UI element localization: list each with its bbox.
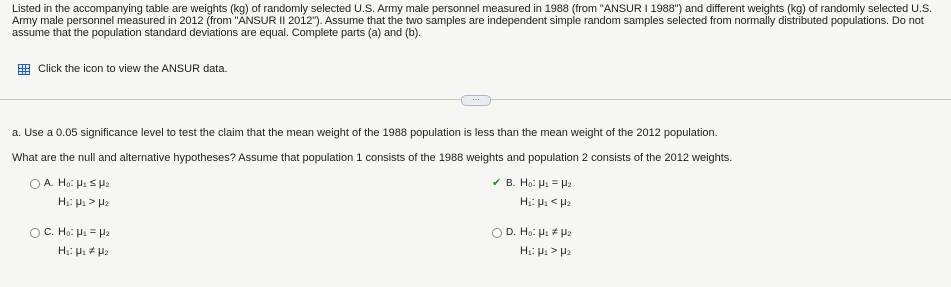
ansur-data-label: Click the icon to view the ANSUR data. — [38, 63, 228, 75]
problem-statement — [12, 3, 942, 39]
option-d-h0: H₀: μ₁ ≠ μ₂ — [520, 226, 572, 238]
hypotheses-prompt: What are the null and alternative hypotheses? Assume that population 1 consists of the 1988 weights and population 2 consists of the 2012 weights. — [12, 152, 733, 164]
option-b-h0: H₀: μ₁ = μ₂ — [520, 177, 572, 189]
table-grid-icon[interactable] — [18, 64, 30, 75]
option-d-hypotheses — [520, 223, 571, 261]
intro-line-1: Listed in the accompanying table are weights (kg) of randomly selected U.S. Army male personnel measured in 1988 (from "ANSUR I 1988") and different weights (kg) of randomly selected U.S. — [12, 3, 933, 15]
option-a-h1: H₁: μ₁ > μ₂ — [58, 196, 109, 208]
intro-line-3: assume that the population standard deviations are equal. Complete parts (a) and (b). — [12, 27, 422, 39]
option-a-letter: A. — [44, 178, 54, 189]
option-b-h1: H₁: μ₁ < μ₂ — [520, 196, 571, 208]
option-a[interactable] — [30, 178, 109, 212]
intro-line-2: Army male personnel measured in 2012 (from "ANSUR II 2012"). Assume that the two samples are independent simple random samples selected from normally distributed populations. Do not — [12, 15, 924, 27]
option-d-h1: H₁: μ₁ > μ₂ — [520, 245, 571, 257]
part-a-question: a. Use a 0.05 significance level to test the claim that the mean weight of the 1988 population is less than the mean weight of the 2012 population. — [12, 127, 718, 139]
option-c-h1: H₁: μ₁ ≠ μ₂ — [58, 245, 109, 257]
option-a-radio[interactable] — [30, 179, 40, 189]
expand-more-button[interactable]: ··· — [461, 95, 491, 106]
option-c-hypotheses — [58, 223, 110, 261]
ansur-data-link[interactable] — [18, 63, 228, 75]
option-b[interactable] — [492, 178, 572, 212]
option-d-radio[interactable] — [492, 228, 502, 238]
checkmark-icon: ✔ — [492, 177, 502, 189]
option-b-hypotheses — [520, 174, 572, 212]
option-d[interactable] — [492, 227, 571, 261]
option-c[interactable] — [30, 227, 110, 261]
option-b-letter: B. — [506, 178, 516, 189]
option-d-letter: D. — [506, 227, 516, 238]
option-c-h0: H₀: μ₁ = μ₂ — [58, 226, 110, 238]
option-c-radio[interactable] — [30, 228, 40, 238]
option-c-letter: C. — [44, 227, 54, 238]
option-a-h0: H₀: μ₁ ≤ μ₂ — [58, 177, 110, 189]
option-a-hypotheses — [58, 174, 109, 212]
